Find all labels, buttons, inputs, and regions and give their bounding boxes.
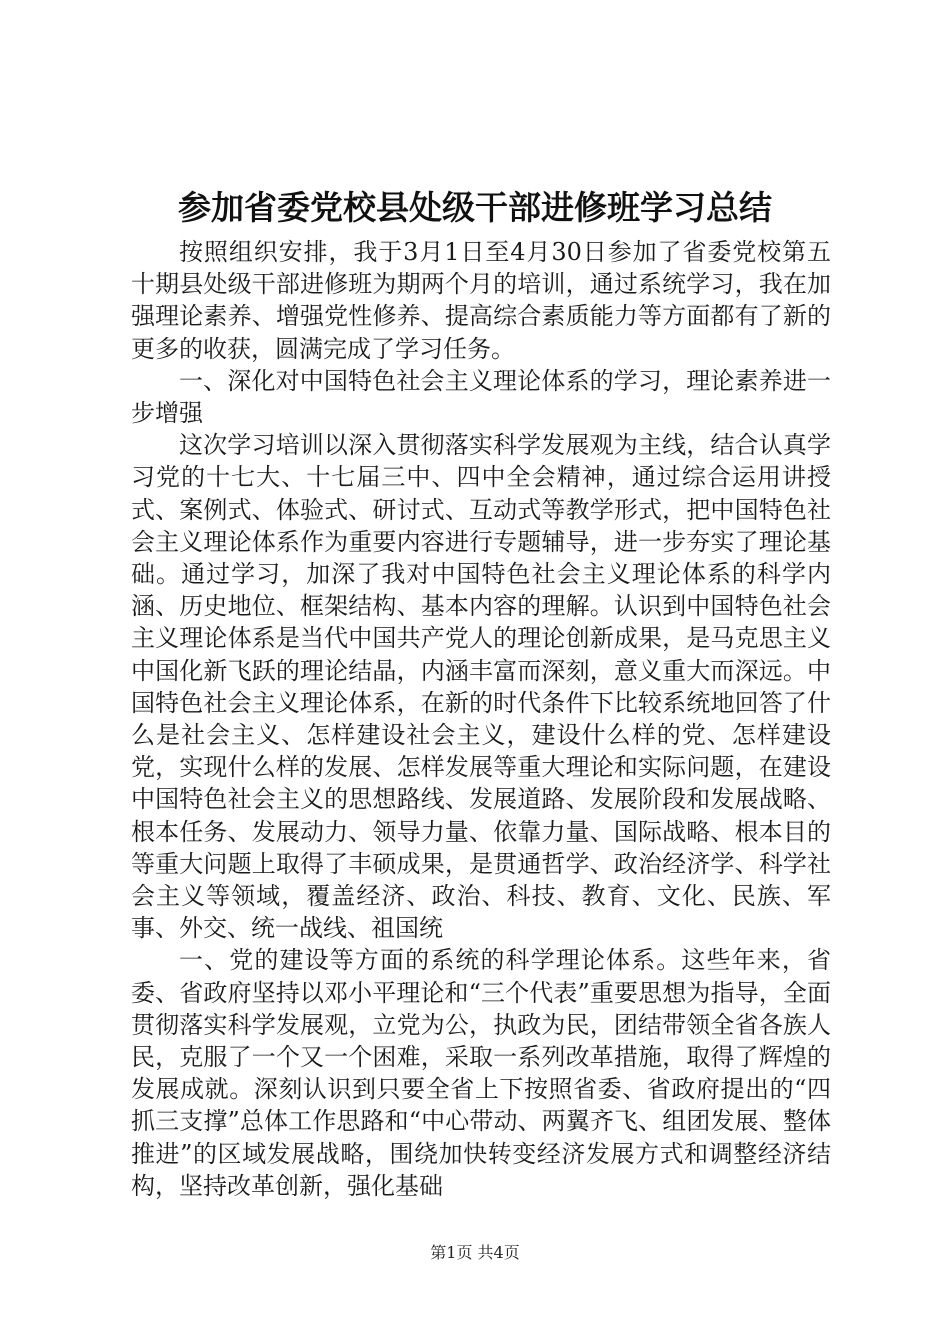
- paragraph-theory: 这次学习培训以深入贯彻落实科学发展观为主线，结合认真学习党的十七大、十七届三中、四中全会精神，通过综合运用讲授式、案例式、体验式、研讨式、互动式等教学形式，把中国特色社会主义理论体系作为重要内容进行专题辅导，进一步夯实了理论基础。通过学习，加深了我对中国特色社会主义理论体系的科学内涵、历史地位、框架结构、基本内容的理解。认识到中国特色社会主义理论体系是当代中国共产党人的理论创新成果，是马克思主义中国化新飞跃的理论结晶，内涵丰富而深刻，意义重大而深远。中国特色社会主义理论体系，在新的时代条件下比较系统地回答了什么是社会主义、怎样建设社会主义，建设什么样的党、怎样建设党，实现什么样的发展、怎样发展等重大理论和实际问题，在建设中国特色社会主义的思想路线、发展道路、发展阶段和发展战略、根本任务、发展动力、领导力量、依靠力量、国际战略、根本目的等重大问题上取得了丰硕成果，是贯通哲学、政治经济学、科学社会主义等领域，覆盖经济、政治、科技、教育、文化、民族、军事、外交、统一战线、祖国统: [131, 431, 831, 943]
- document-title: 参加省委党校县处级干部进修班学习总结: [178, 188, 772, 227]
- document-body: [131, 236, 831, 1202]
- paragraph-intro: 按照组织安排，我于3月1日至4月30日参加了省委党校第五十期县处级干部进修班为期两个月的培训，通过系统学习，我在加强理论素养、增强党性修养、提高综合素质能力等方面都有了新的更多的收获，圆满完成了学习任务。: [131, 238, 831, 363]
- section-heading: 一、深化对中国特色社会主义理论体系的学习，理论素养进一步增强: [131, 366, 831, 428]
- paragraph-party-building: 一、党的建设等方面的系统的科学理论体系。这些年来，省委、省政府坚持以邓小平理论和“三个代表”重要思想为指导，全面贯彻落实科学发展观，立党为公，执政为民，团结带领全省各族人民，克服了一个又一个困难，采取一系列改革措施，取得了辉煌的发展成就。深刻认识到只要全省上下按照省委、省政府提出的“四抓三支撑”总体工作思路和“中心带动、两翼齐飞、组团发展、整体推进”的区域发展战略，围绕加快转变经济发展方式和调整经济结构，坚持改革创新，强化基础: [131, 946, 831, 1200]
- page-footer: 第1页 共4页: [430, 1243, 520, 1262]
